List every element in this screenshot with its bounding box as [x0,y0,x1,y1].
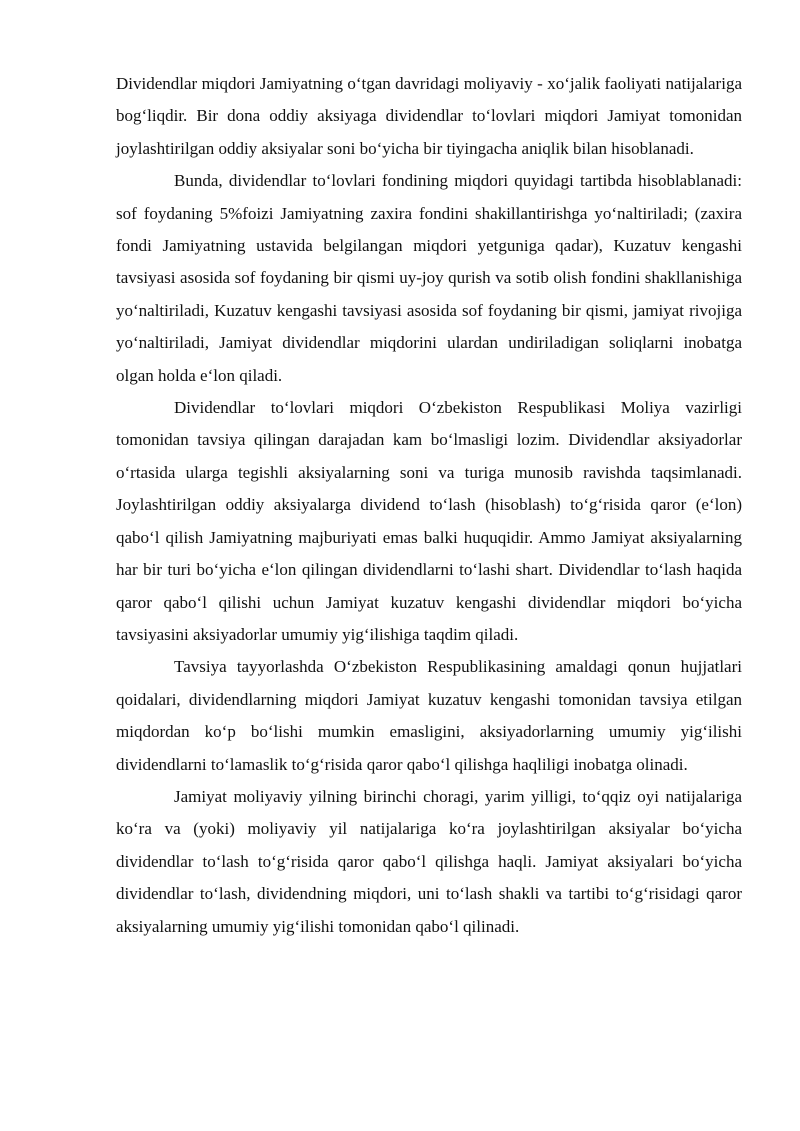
document-page [116,68,742,943]
paragraph-dividend-decision: Jamiyat moliyaviy yilning birinchi choragi, yarim yilligi, to‘qqiz oyi natijalariga ko‘ra va (yoki) moliyaviy yil natijalariga ko‘ra joylashtirilgan aksiyalar bo‘yicha dividendlar to‘lash to‘g‘risida qaror qabo‘l qilishga haqli. Jamiyat aksiyalari bo‘yicha dividendlar to‘lash, dividendning miqdori, uni to‘lash shakli va tartibi to‘g‘risidagi qaror aksiyalarning umumiy yig‘ilishi tomonidan qabo‘l qilinadi. [116,786,742,936]
paragraph-recommendation-preparation: Tavsiya tayyorlashda O‘zbekiston Respublikasining amaldagi qonun hujjatlari qoidalari, dividendlarning miqdori Jamiyat kuzatuv kengashi tomonidan tavsiya etilgan miqdordan ko‘p bo‘lishi mumkin emasligini, aksiyadorlarning umumiy yig‘ilishi dividendlarni to‘lamaslik to‘g‘risida qaror qabo‘l qilishga haqliligi inobatga olinadi. [116,657,742,774]
paragraph-dividend-amount: Dividendlar miqdori Jamiyatning o‘tgan davridagi moliyaviy - xo‘jalik faoliyati natijalariga bog‘liqdir. Bir dona oddiy aksiyaga dividendlar to‘lovlari miqdori Jamiyat tomonidan joylashtirilgan oddiy aksiyalar soni bo‘yicha bir tiyingacha aniqlik bilan hisoblanadi. [116,74,742,158]
paragraph-dividend-distribution: Dividendlar to‘lovlari miqdori O‘zbekiston Respublikasi Moliya vazirligi tomonidan tavsiya qilingan darajadan kam bo‘lmasligi lozim. Dividendlar aksiyadorlar o‘rtasida ularga tegishli aksiyalarning soni va turiga munosib ravishda taqsimlanadi. Joylashtirilgan oddiy aksiyalarga dividend to‘lash (hisoblash) to‘g‘risida qaror (e‘lon) qabo‘l qilish Jamiyatning majburiyati emas balki huquqidir. Ammo Jamiyat aksiyalarning har bir turi bo‘yicha e‘lon qilingan dividendlarni to‘lashi shart. Dividendlar to‘lash haqida qaror qabo‘l qilishi uchun Jamiyat kuzatuv kengashi dividendlar miqdori bo‘yicha tavsiyasini aksiyadorlar umumiy yig‘ilishiga taqdim qiladi. [116,398,742,644]
paragraph-dividend-fund-calculation: Bunda, dividendlar to‘lovlari fondining miqdori quyidagi tartibda hisoblablanadi: sof foydaning 5%foizi Jamiyatning zaxira fondini shakillantirishga yo‘naltiriladi; (zaxira fondi Jamiyatning ustavida belgilangan miqdori yetguniga qadar), Kuzatuv kengashi tavsiyasi asosida sof foydaning bir qismi uy-joy qurish va sotib olish fondini shakllanishiga yo‘naltiriladi, Kuzatuv kengashi tavsiyasi asosida sof foydaning bir qismi, jamiyat rivojiga yo‘naltiriladi, Jamiyat dividendlar miqdorini ulardan undiriladigan soliqlarni inobatga olgan holda e‘lon qiladi. [116,171,742,385]
